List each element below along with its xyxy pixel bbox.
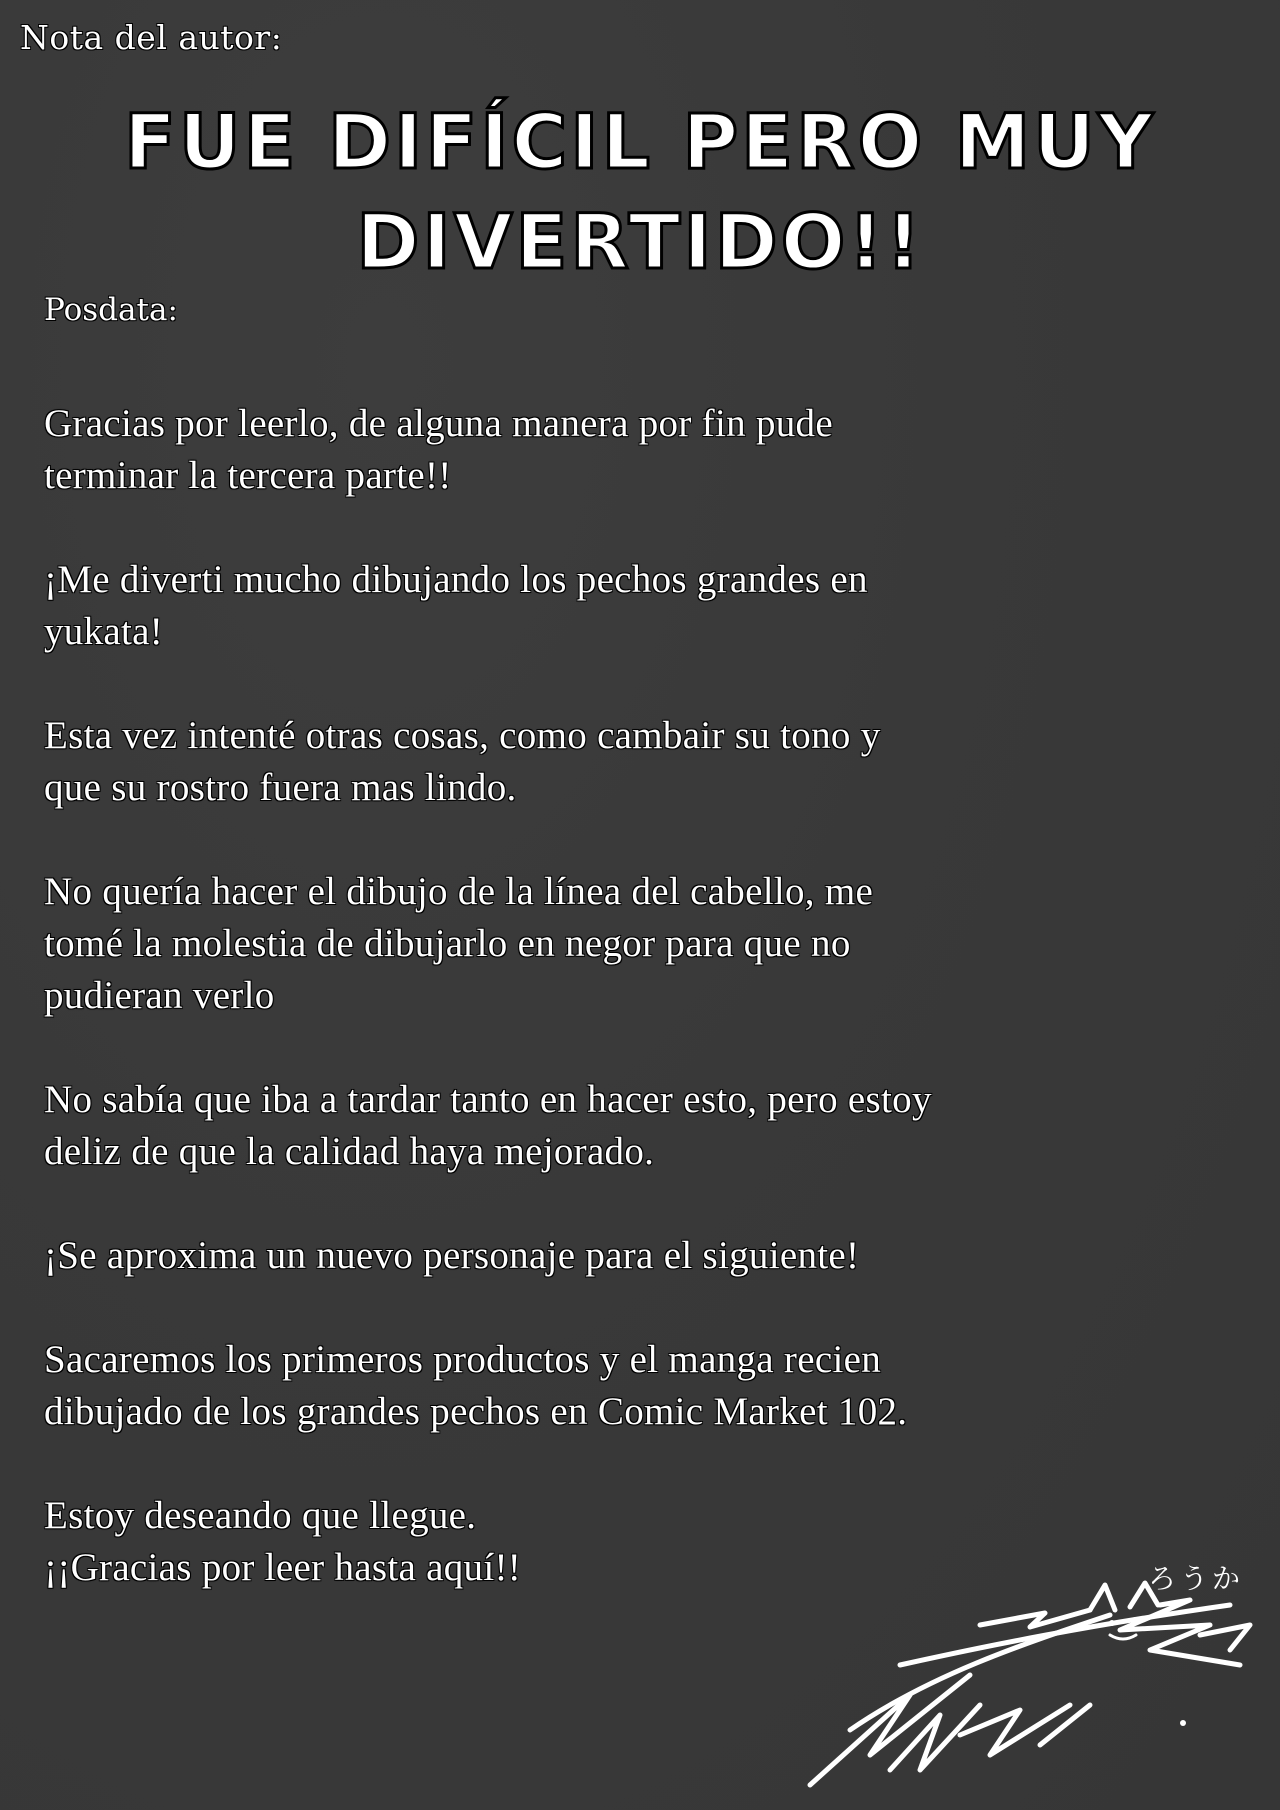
paragraph-line: Estoy deseando que llegue.: [44, 1494, 477, 1537]
headline: [40, 92, 1240, 292]
paragraph-line: terminar la tercera parte!!: [44, 454, 452, 497]
paragraph-1: [44, 398, 1244, 502]
paragraph-5: [44, 1074, 1244, 1178]
headline-line-1: FUE DIFÍCIL PERO MUY: [123, 97, 1157, 186]
paragraph-line: No quería hacer el dibujo de la línea del cabello, me: [44, 870, 874, 913]
paragraph-line: No sabía que iba a tardar tanto en hacer esto, pero estoy: [44, 1078, 932, 1121]
paragraph-line: Esta vez intenté otras cosas, como cambair su tono y: [44, 714, 881, 757]
paragraph-line: yukata!: [44, 610, 164, 653]
postdata-label: Posdata:: [44, 292, 178, 328]
paragraph-line: ¡Me diverti mucho dibujando los pechos grandes en: [44, 558, 868, 601]
paragraph-7: [44, 1334, 1244, 1438]
paragraph-line: dibujado de los grandes pechos en Comic Market 102.: [44, 1390, 908, 1433]
signature-kana: ろうか: [1148, 1562, 1245, 1595]
paragraph-line: que su rostro fuera mas lindo.: [44, 766, 517, 809]
paragraph-line: deliz de que la calidad haya mejorado.: [44, 1130, 655, 1173]
message-body: [44, 398, 1244, 1594]
paragraph-line: Gracias por leerlo, de alguna manera por fin pude: [44, 402, 833, 445]
paragraph-line: ¡¡Gracias por leer hasta aquí!!: [44, 1546, 522, 1589]
paragraph-line: ¡Se aproxima un nuevo personaje para el siguiente!: [44, 1234, 860, 1277]
handwritten-signature: [790, 1555, 1260, 1795]
paragraph-2: [44, 554, 1244, 658]
paragraph-3: [44, 710, 1244, 814]
paragraph-line: pudieran verlo: [44, 974, 275, 1017]
note-label: Nota del autor:: [20, 18, 283, 57]
headline-line-2: DIVERTIDO!!: [356, 197, 924, 286]
paragraph-4: [44, 866, 1244, 1022]
paragraph-6: [44, 1230, 1244, 1282]
paragraph-line: Sacaremos los primeros productos y el manga recien: [44, 1338, 881, 1381]
paragraph-line: tomé la molestia de dibujarlo en negor para que no: [44, 922, 851, 965]
